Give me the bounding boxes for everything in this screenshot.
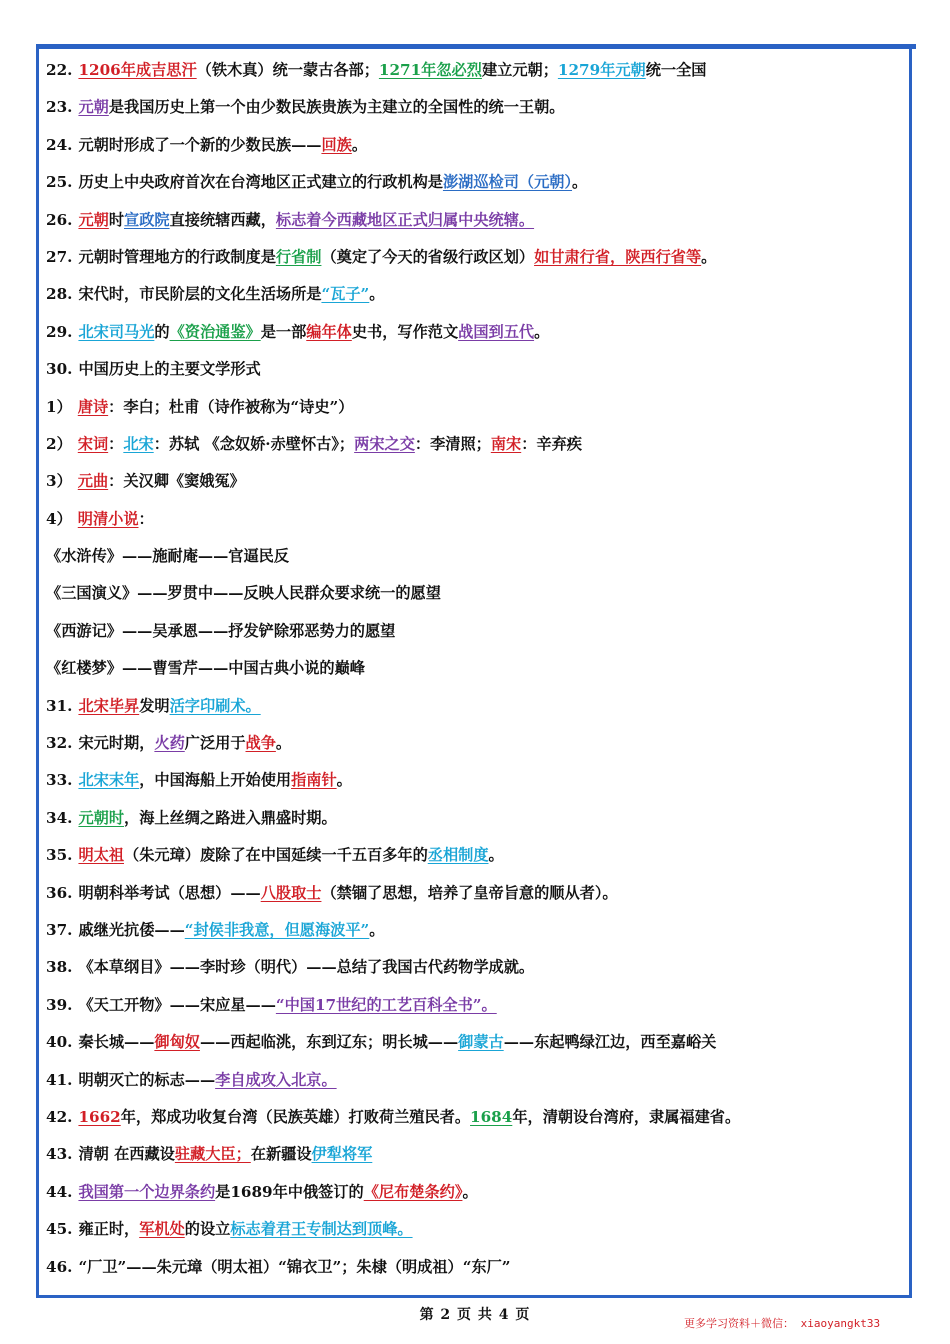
note-text: 。 — [369, 920, 385, 939]
note-text: 的设立 — [184, 1220, 231, 1239]
highlight-text: 战国到五代 — [458, 322, 535, 341]
note-text: 。 — [351, 135, 367, 154]
item-number: 32. — [46, 734, 73, 753]
item-number: 40. — [46, 1033, 73, 1052]
note-text: ——西起临洮，东到辽东；明长城—— — [199, 1033, 459, 1052]
note-text: ：李白；杜甫（诗作被称为“诗史”） — [108, 397, 354, 416]
note-text: 时 — [108, 210, 124, 229]
note-text: 明朝科举考试（思想）—— — [78, 883, 261, 902]
note-text: 是一部 — [260, 322, 307, 341]
highlight-text: 元曲 — [77, 472, 109, 491]
wechat-note: 更多学习资料＋微信： xiaoyangkt33 — [684, 1317, 881, 1330]
note-text: 。 — [275, 734, 292, 753]
item-number: 41. — [46, 1070, 73, 1089]
note-line — [46, 426, 908, 463]
note-line — [46, 52, 908, 89]
note-line — [46, 912, 908, 949]
highlight-text: 李自成攻入北京。 — [215, 1070, 337, 1089]
note-text: 宋代时，市民阶层的文化生活场所是 — [78, 285, 322, 304]
top-rule — [36, 44, 916, 49]
note-text: ： — [108, 434, 124, 453]
note-text: 《本草纲目》——李时珍（明代）——总结了我国古代药物学成就。 — [78, 958, 535, 977]
item-number: 2） — [46, 434, 72, 453]
note-line — [46, 1174, 908, 1211]
note-line — [46, 725, 908, 762]
note-text: 。 — [534, 322, 550, 341]
note-text: 《红楼梦》——曹雪芹——中国古典小说的巅峰 — [46, 659, 365, 678]
highlight-text: 《资治通鉴》 — [169, 322, 261, 341]
highlight-text: 驻藏大臣； — [174, 1145, 251, 1164]
highlight-text: 我国第一个边界条约 — [78, 1182, 216, 1201]
highlight-text: 北宋 — [123, 434, 154, 453]
note-text: 。 — [462, 1182, 478, 1201]
note-text: 清朝 在西藏设 — [78, 1145, 175, 1164]
note-line — [46, 239, 908, 276]
note-text: ，中国海船上开始使用 — [139, 771, 292, 790]
note-line — [46, 202, 908, 239]
note-text: 元朝时形成了一个新的少数民族—— — [78, 135, 322, 154]
note-text: （奠定了今天的省级行政区划） — [321, 247, 535, 266]
highlight-text: 北宋司马光 — [78, 322, 155, 341]
note-line — [46, 1249, 908, 1286]
highlight-text: “封侯非我意，但愿海波平” — [184, 920, 370, 939]
note-line — [46, 688, 908, 725]
note-line — [46, 837, 908, 874]
highlight-text: 澎湖巡检司（元朝） — [442, 173, 573, 192]
item-number: 25. — [46, 173, 73, 192]
note-text: 历史上中央政府首次在台湾地区正式建立的行政机构是 — [78, 173, 443, 192]
note-text: 是我国历史上第一个由少数民族贵族为主建立的全国性的统一王朝。 — [108, 98, 565, 117]
highlight-text: 如甘肃行省，陕西行省等 — [534, 247, 702, 266]
page-number: 第 2 页 共 4 页 — [419, 1307, 531, 1323]
note-text: 在新疆设 — [250, 1145, 312, 1164]
note-line — [46, 650, 908, 687]
highlight-text: 军机处 — [139, 1220, 185, 1239]
item-number: 29. — [46, 322, 73, 341]
item-number: 39. — [46, 995, 73, 1014]
note-text: 史书，写作范文 — [351, 322, 459, 341]
note-text: ：李清照； — [414, 434, 491, 453]
note-line — [46, 351, 908, 388]
note-line — [46, 1136, 908, 1173]
highlight-text: 活字印刷术。 — [169, 696, 261, 715]
item-number: 4） — [46, 509, 72, 528]
highlight-text: 1206年成吉思汗 — [78, 61, 197, 79]
highlight-text: 战争 — [245, 734, 276, 753]
note-line — [46, 1099, 908, 1136]
note-text: 。 — [488, 846, 504, 865]
highlight-text: 两宋之交 — [354, 434, 415, 453]
item-number: 28. — [46, 285, 73, 304]
note-text: 年，清朝设台湾府，隶属福建省。 — [512, 1107, 741, 1126]
note-line — [46, 949, 908, 986]
item-number: 27. — [46, 247, 73, 266]
note-text: ： — [138, 509, 154, 528]
note-line — [46, 1211, 908, 1248]
note-line — [46, 613, 908, 650]
highlight-text: 明太祖 — [78, 846, 124, 865]
highlight-text: 宣政院 — [124, 210, 170, 229]
item-number: 23. — [46, 98, 73, 117]
item-number: 22. — [46, 61, 73, 79]
highlight-text: 八股取士 — [260, 883, 322, 902]
note-line — [46, 314, 908, 351]
note-line — [46, 1062, 908, 1099]
note-text: ：苏轼 《念奴娇·赤壁怀古》； — [153, 434, 355, 453]
highlight-text: 北宋毕昇 — [78, 696, 140, 715]
highlight-text: 南宋 — [490, 434, 522, 453]
note-text: 建立元朝； — [481, 61, 558, 79]
note-text: 。 — [369, 285, 385, 304]
item-number: 43. — [46, 1145, 73, 1164]
note-text: ，海上丝绸之路进入鼎盛时期。 — [124, 808, 337, 827]
highlight-text: 标志着今西藏地区正式归属中央统辖。 — [275, 210, 535, 229]
note-line — [46, 164, 908, 201]
highlight-text: 伊犁将军 — [311, 1145, 373, 1164]
highlight-text: 标志着君王专制达到顶峰。 — [230, 1220, 413, 1239]
item-number: 3） — [46, 472, 72, 491]
note-line — [46, 762, 908, 799]
highlight-text: 1279年元朝 — [557, 61, 646, 79]
item-number: 1） — [46, 397, 72, 416]
highlight-text: 回族 — [321, 135, 352, 154]
highlight-text: 1662 — [78, 1107, 121, 1126]
item-number: 33. — [46, 771, 73, 790]
note-text: 中国历史上的主要文学形式 — [78, 360, 261, 379]
note-line — [46, 276, 908, 313]
note-text: ：关汉卿《窦娥冤》 — [108, 472, 245, 491]
item-number: 30. — [46, 360, 73, 379]
highlight-text: 编年体 — [306, 322, 352, 341]
note-text: 。 — [572, 173, 588, 192]
item-number: 24. — [46, 135, 73, 154]
note-text: 《水浒传》——施耐庵——官逼民反 — [46, 547, 289, 566]
note-line — [46, 987, 908, 1024]
note-text: 统一全国 — [645, 61, 707, 79]
highlight-text: 明清小说 — [77, 509, 139, 528]
note-line — [46, 1024, 908, 1061]
highlight-text: 元朝 — [78, 98, 109, 117]
highlight-text: 1271年忽必烈 — [378, 61, 482, 79]
note-text: 。 — [336, 771, 352, 790]
item-number: 26. — [46, 210, 73, 229]
item-number: 36. — [46, 883, 73, 902]
highlight-text: 宋词 — [77, 434, 109, 453]
note-text: 广泛用于 — [184, 734, 246, 753]
highlight-text: 1684 — [470, 1107, 513, 1126]
item-number: 42. — [46, 1107, 73, 1126]
note-text: （禁锢了思想，培养了皇帝旨意的顺从者）。 — [321, 883, 618, 902]
note-line — [46, 875, 908, 912]
note-text: 明朝灭亡的标志—— — [78, 1070, 216, 1089]
highlight-text: “中国17世纪的工艺百科全书”。 — [275, 995, 497, 1014]
note-text: ：辛弃疾 — [521, 434, 582, 453]
item-number: 37. — [46, 920, 73, 939]
item-number: 46. — [46, 1257, 73, 1276]
highlight-text: 丞相制度 — [427, 846, 489, 865]
note-text: （朱元璋）废除了在中国延续一千五百多年的 — [124, 846, 428, 865]
note-text: 戚继光抗倭—— — [78, 920, 185, 939]
note-text: 的 — [154, 322, 170, 341]
notes-list — [46, 52, 908, 1286]
note-line — [46, 538, 908, 575]
note-line — [46, 389, 908, 426]
highlight-text: “瓦子” — [321, 285, 370, 304]
note-line — [46, 800, 908, 837]
highlight-text: 北宋末年 — [78, 771, 140, 790]
note-text: 秦长城—— — [78, 1033, 155, 1052]
note-text: 《天工开物》——宋应星—— — [78, 995, 276, 1014]
note-text: 直接统辖西藏， — [169, 210, 276, 229]
note-text: 《西游记》——吴承恩——抒发铲除邪恶势力的愿望 — [46, 621, 396, 640]
note-line — [46, 127, 908, 164]
highlight-text: 元朝时 — [78, 808, 124, 827]
note-text: 。 — [701, 247, 717, 266]
highlight-text: 行省制 — [275, 247, 322, 266]
note-text: 是1689年中俄签订的 — [215, 1182, 364, 1201]
note-text: 《三国演义》——罗贯中——反映人民群众要求统一的愿望 — [46, 584, 441, 603]
note-text: 年，郑成功收复台湾（民族英雄）打败荷兰殖民者。 — [120, 1107, 471, 1126]
note-text: （铁木真）统一蒙古各部； — [196, 61, 379, 79]
note-text: 宋元时期， — [78, 734, 155, 753]
note-line — [46, 463, 908, 500]
item-number: 44. — [46, 1182, 73, 1201]
highlight-text: 御匈奴 — [154, 1033, 200, 1052]
item-number: 34. — [46, 808, 73, 827]
item-number: 31. — [46, 696, 73, 715]
highlight-text: 御蒙古 — [458, 1033, 504, 1052]
item-number: 45. — [46, 1220, 73, 1239]
note-line — [46, 89, 908, 126]
highlight-text: 唐诗 — [77, 397, 109, 416]
item-number: 38. — [46, 958, 73, 977]
note-line — [46, 501, 908, 538]
highlight-text: 元朝 — [78, 210, 109, 229]
highlight-text: 指南针 — [291, 771, 337, 790]
highlight-text: 《尼布楚条约》 — [363, 1182, 463, 1201]
item-number: 35. — [46, 846, 73, 865]
note-text: “厂卫”——朱元璋（明太祖）“锦衣卫”；朱棣（明成祖）“东厂” — [78, 1257, 511, 1276]
note-text: 雍正时， — [78, 1220, 140, 1239]
note-text: 元朝时管理地方的行政制度是 — [78, 247, 276, 266]
note-line — [46, 575, 908, 612]
note-text: 发明 — [139, 696, 170, 715]
highlight-text: 火药 — [154, 734, 185, 753]
note-text: ——东起鸭绿江边，西至嘉峪关 — [503, 1033, 717, 1052]
